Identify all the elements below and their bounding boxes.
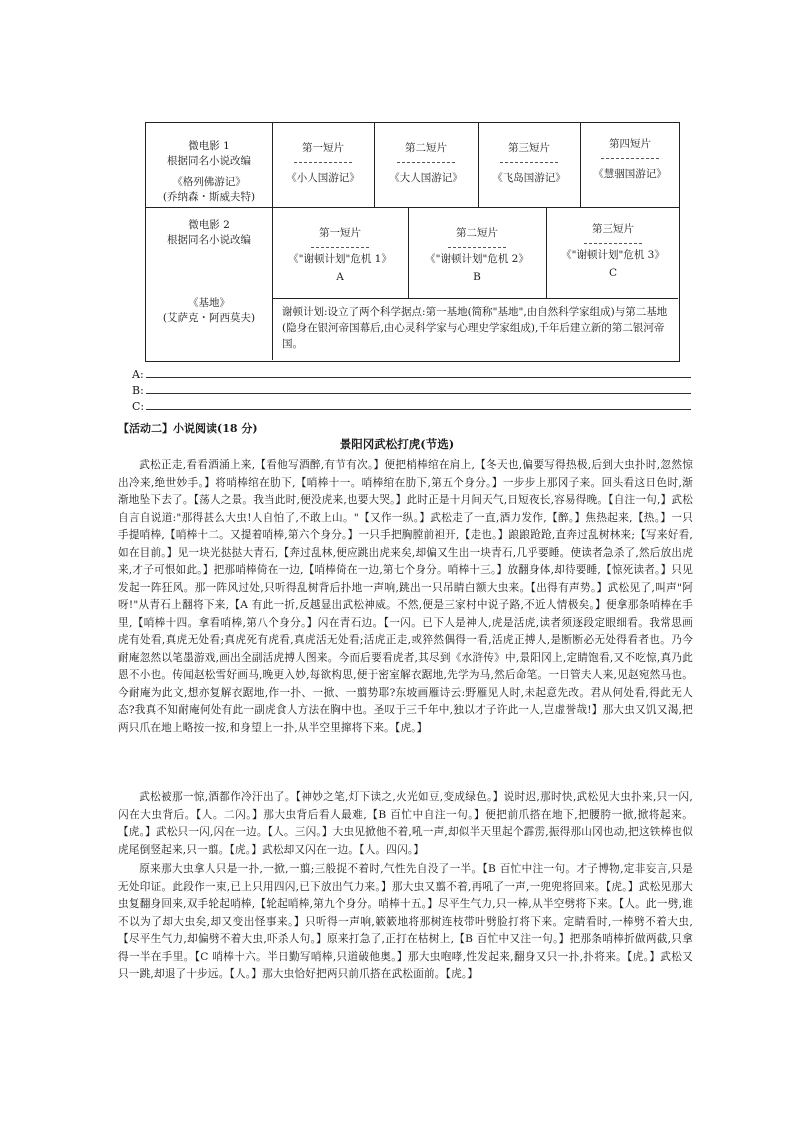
article-paragraph-3: 原来那大虫拿人只是一扑,一掀,一翦;三般捉不着时,气性先自没了一半。【B 百忙中注一句。才子博物,定非妄言,只是无处印证。此段作一束,已上只用四闪,已下放出气力来。】那大虫又翦不着,再吼了一声,一兜兜将回来。【虎。】武松见那大虫复翻身回来,双手轮起哨棒,【轮起哨棒,第九个身分。哨棒十五。】尽平生气力,只一棒,从半空劈将下来。【人。此一劈,谁不以为了却大虫矣,却又变出怪事来。】只听得一声响,簌簌地将那树连枝带叶劈脸打将下来。定睛看时,一棒劈不着大虫,【尽平生气力,却偏劈不着大虫,吓杀人句。】原来打急了,正打在枯树上,【B 百忙中又注一句。】把那条哨棒折做两截,只拿得一半在手里。【C 哨棒十六。半日勤写哨棒,只道破他奥。】那大虫咆哮,性发起来,翻身又只一扑,扑将来。【虎。】武松又只一跳,却退了十步远。【人。】那大虫恰好把两只前爪搭在武松面前。【虎。】: [118, 863, 693, 980]
film1-short-3-dash: [500, 162, 558, 163]
answer-a-label: A:: [132, 368, 144, 381]
film2-title: 微电影 2: [188, 219, 230, 231]
film2-left-work: [146, 208, 272, 326]
answer-b-label: B:: [132, 384, 144, 397]
film1-short-1-name: 《小人国游记》: [286, 172, 360, 184]
table-divider: [273, 298, 678, 299]
film1-short-4-name: 《慧骃国游记》: [593, 168, 667, 180]
film2-author: (艾萨克・阿西莫夫): [162, 312, 256, 324]
film2-short-1: [273, 226, 407, 285]
film1-short-3-name: 《飞岛国游记》: [492, 172, 566, 184]
film2-basis: 根据同名小说改编: [167, 234, 251, 246]
film2-short-1-label: 第一短片: [319, 227, 361, 239]
film2-short-1-dash: [311, 247, 369, 248]
film1-short-4-label: 第四短片: [609, 138, 651, 150]
answer-a-line[interactable]: [146, 377, 691, 378]
film2-short-2: [409, 226, 545, 285]
film1-table: [145, 122, 680, 208]
film1-basis: 根据同名小说改编: [167, 155, 251, 167]
activity-heading: 【活动二】小说阅读(18 分): [118, 422, 258, 435]
film2-work: 《基地》: [188, 297, 230, 309]
film2-description: 谢顿计划:设立了两个科学据点:第一基地(简称"基地",由自然科学家组成)与第二基地(隐身在银河帝国幕后,由心灵科学家与心理史学家组成),千年后建立新的第二银河帝国。: [282, 306, 668, 350]
film2-short-2-dash: [448, 247, 506, 248]
film1-short-1-dash: [294, 162, 352, 163]
film1-short-3: [479, 141, 579, 186]
film2-short-3-label: 第三短片: [592, 223, 634, 235]
film2-short-1-blank: A: [336, 271, 344, 283]
answer-b-line[interactable]: [146, 393, 691, 394]
film1-short-4-dash: [601, 158, 659, 159]
film2-short-3-name: 《"谢顿计划"危机 3》: [561, 249, 665, 261]
film2-table: [145, 208, 680, 362]
film1-short-3-label: 第三短片: [508, 142, 550, 154]
film1-short-4: [581, 137, 679, 182]
answer-c-label: C:: [132, 400, 145, 413]
film1-short-2-name: 《大人国游记》: [389, 172, 463, 184]
answer-c-line[interactable]: [146, 409, 691, 410]
article-paragraph-2: 武松被那一惊,酒都作冷汗出了。【神妙之笔,灯下读之,火光如豆,变成绿色。】说时迟,那时快,武松见大虫扑来,只一闪,闪在大虫背后。【人。二闪。】那大虫背后看人最难,【B 百忙中自注一句。】便把前爪搭在地下,把腰胯一掀,掀将起来。【虎。】武松只一闪,闪在一边。【人。三闪。】大虫见掀他不着,吼一声,却似半天里起个霹雳,振得那山冈也动,把这铁棒也似虎尾倒竖起来,只一翦。【虎。】武松却又闪在一边。【人。四闪。】: [118, 791, 693, 856]
film1-short-1: [273, 141, 373, 186]
film1-title: 微电影 1: [188, 140, 230, 152]
film1-work: 《格列佛游记》: [172, 176, 246, 188]
film2-short-2-name: 《"谢顿计划"危机 2》: [425, 253, 529, 265]
article-title: 景阳冈武松打虎(节选): [339, 437, 455, 451]
film2-short-2-label: 第二短片: [456, 227, 498, 239]
film1-short-2-dash: [397, 162, 455, 163]
film1-left-cell: [146, 123, 272, 209]
film1-short-2-label: 第二短片: [405, 142, 447, 154]
film2-short-3: [547, 222, 679, 281]
film2-short-3-blank: C: [608, 267, 618, 279]
film1-short-2: [375, 141, 477, 186]
article-paragraph-1: 武松正走,看看酒涌上来,【看他写酒醉,有节有次。】便把梢棒绾在肩上,【冬天也,偏要写得热极,后到大虫扑时,忽然惊出冷来,绝世妙手。】将哨棒绾在肋下,【哨棒十一。哨棒绾在肋下,第五个身分。】一步步上那冈子来。回头看这日色时,渐渐地坠下去了。【荡人之景。我当此时,便没虎来,也要大哭。】此时正是十月间天气,日短夜长,容易得晚。【自注一句,】武松自言自说道:"那得甚么大虫!人自怕了,不敢上山。"【又作一纵。】武松走了一直,酒力发作,【醉。】焦热起来,【热。】一只手提哨棒,【哨棒十二。又提着哨棒,第六个身分。】一只手把胸膛前袒开,【走也。】踉踉跄跄,直奔过乱树林来;【写来好看,如在目前。】见一块光挞挞大青石,【奔过乱林,便应跳出虎来矣,却偏又生出一块青石,几乎要睡。使读者急杀了,然后放出虎来,才子可恨如此。】把那哨棒倚在一边,【哨棒倚在一边,第七个身分。哨棒十三。】放翻身体,却待要睡,【惊死读者。】只见发起一阵狂风。那一阵风过处,只听得乱树背后扑地一声响,跳出一只吊睛白额大虫来。【出得有声势。】武松见了,叫声"阿呀!"从青石上翻将下来,【A 有此一折,反越显出武松神威。不然,便是三家村中说子路,不近人情极矣。】便拿那条哨棒在手里,【哨棒十四。拿看哨棒,第八个身分。】闪在青石边。【一闪。已下人是神人,虎是活虎,读者须逐段定眼细看。我常思画虎有处看,真虎无处看;真虎死有虎看,真虎活无处看;活虎正走,或猝然偶得一看,活虎正搏人,是断断必无处得看者也。乃今耐庵忽然以笔墨游戏,画出全副活虎搏人图来。今而后要看虎者,其尽到《水浒传》中,景阳冈上,定睛饱看,又不吃惊,真乃此恩不小也。传闻赵松雪好画马,晚更入妙,每欲构思,便于密室解衣踞地,先学为马,然后命笔。一日管夫人来,见赵宛然马也。今耐庵为此文,想亦复解衣踞地,作一扑、一掀、一翦势耶?东坡画雁诗云:野雁见人时,未起意先改。君从何处看,得此无人态?我真不知耐庵何处有此一副虎食人方法在胸中也。圣叹于三千年中,独以才子许此一人,岂虚誉哉!】那大虫又饥又渴,把两只爪在地上略按一按,和身望上一扑,从半空里撺将下来。【虎。】: [118, 459, 693, 734]
film2-short-3-dash: [584, 243, 642, 244]
film1-author: (乔纳森・斯威夫特): [162, 191, 256, 203]
film2-short-2-blank: B: [473, 271, 481, 283]
film2-short-1-name: 《"谢顿计划"危机 1》: [288, 253, 392, 265]
film1-short-1-label: 第一短片: [302, 142, 344, 154]
